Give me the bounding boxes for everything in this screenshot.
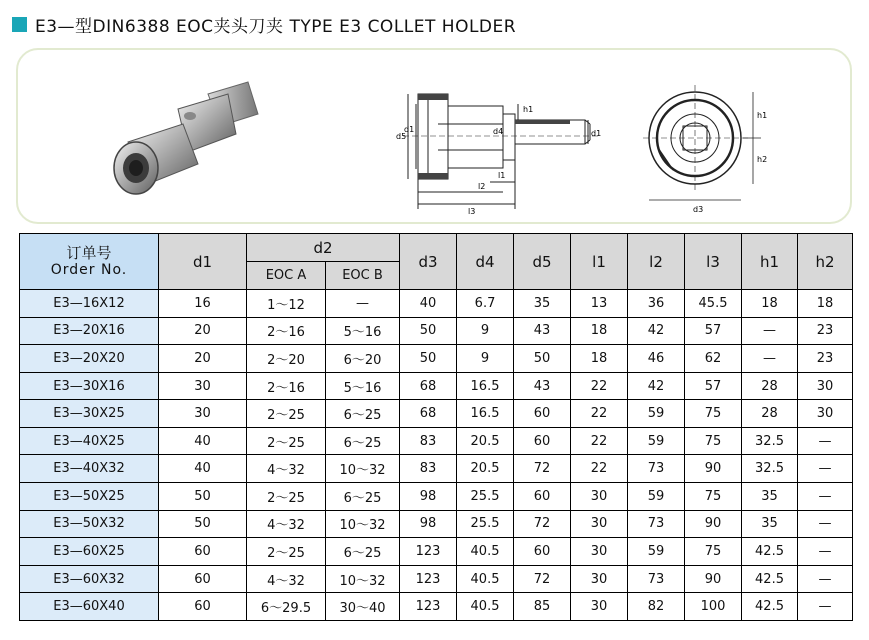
table-cell: 100 <box>685 593 742 621</box>
table-cell: — <box>798 455 853 483</box>
order-no-cell: E3—16X12 <box>20 290 159 318</box>
table-cell: 42.5 <box>742 538 798 566</box>
table-cell: 73 <box>628 455 685 483</box>
header-d5: d5 <box>514 234 571 290</box>
table-cell: — <box>798 510 853 538</box>
table-cell: — <box>798 483 853 511</box>
spec-table-body <box>20 290 853 621</box>
table-cell: — <box>742 317 798 345</box>
order-no-cell: E3—20X20 <box>20 345 159 373</box>
table-cell: 35 <box>742 510 798 538</box>
table-cell: 30 <box>571 510 628 538</box>
table-cell: 90 <box>685 455 742 483</box>
table-cell: 30 <box>571 483 628 511</box>
table-cell: — <box>742 345 798 373</box>
order-no-cell: E3—40X25 <box>20 427 159 455</box>
table-cell: 57 <box>685 317 742 345</box>
header-order-no: 订单号 Order No. <box>20 234 159 290</box>
table-cell: 50 <box>400 317 457 345</box>
table-cell: 83 <box>400 455 457 483</box>
order-no-cell: E3—20X16 <box>20 317 159 345</box>
header-l3: l3 <box>685 234 742 290</box>
figure-panel <box>16 48 852 224</box>
table-cell: 85 <box>514 593 571 621</box>
table-row <box>20 317 853 345</box>
table-cell: 60 <box>159 593 247 621</box>
table-cell: 35 <box>742 483 798 511</box>
label-d3: d3 <box>693 205 704 214</box>
header-h2: h2 <box>798 234 853 290</box>
side-section-drawing <box>378 64 618 219</box>
table-cell: 22 <box>571 455 628 483</box>
order-no-cell: E3—30X16 <box>20 372 159 400</box>
table-cell: 23 <box>798 317 853 345</box>
label-d1: d1 <box>404 125 415 134</box>
label-l2: l2 <box>478 182 486 191</box>
table-cell: 2～25 <box>247 483 326 511</box>
table-cell: 22 <box>571 427 628 455</box>
table-cell: 25.5 <box>457 510 514 538</box>
label-h2-front: h2 <box>757 155 768 164</box>
table-cell: 6～20 <box>326 345 400 373</box>
order-no-cell: E3—50X25 <box>20 483 159 511</box>
order-no-cell: E3—30X25 <box>20 400 159 428</box>
table-row <box>20 538 853 566</box>
order-no-cell: E3—50X32 <box>20 510 159 538</box>
table-cell: 9 <box>457 317 514 345</box>
table-cell: 2～20 <box>247 345 326 373</box>
table-cell: — <box>798 593 853 621</box>
label-l1: l1 <box>498 171 506 180</box>
table-cell: 40.5 <box>457 565 514 593</box>
order-no-cell: E3—60X25 <box>20 538 159 566</box>
table-cell: 6～29.5 <box>247 593 326 621</box>
table-cell: 20.5 <box>457 427 514 455</box>
title-row <box>12 10 516 38</box>
table-row <box>20 372 853 400</box>
table-cell: 40 <box>159 455 247 483</box>
table-cell: 6～25 <box>326 400 400 428</box>
table-cell: 2～25 <box>247 538 326 566</box>
label-l3: l3 <box>468 207 476 216</box>
table-cell: 1～12 <box>247 290 326 318</box>
table-row <box>20 400 853 428</box>
table-cell: 30 <box>571 565 628 593</box>
order-no-cell: E3—60X32 <box>20 565 159 593</box>
order-no-cell: E3—40X32 <box>20 455 159 483</box>
header-d2: d2 <box>247 234 400 262</box>
table-cell: 30 <box>798 372 853 400</box>
table-cell: 40.5 <box>457 593 514 621</box>
table-cell: 2～16 <box>247 317 326 345</box>
table-cell: 30 <box>159 400 247 428</box>
table-cell: 16.5 <box>457 372 514 400</box>
table-cell: 72 <box>514 510 571 538</box>
table-cell: 60 <box>159 565 247 593</box>
table-cell: — <box>326 290 400 318</box>
table-cell: 123 <box>400 593 457 621</box>
table-cell: 68 <box>400 400 457 428</box>
table-cell: 72 <box>514 565 571 593</box>
table-cell: 90 <box>685 565 742 593</box>
table-cell: 16 <box>159 290 247 318</box>
spec-table <box>19 233 853 621</box>
table-cell: 62 <box>685 345 742 373</box>
table-cell: 20.5 <box>457 455 514 483</box>
table-cell: — <box>798 538 853 566</box>
table-cell: 40 <box>400 290 457 318</box>
table-cell: 75 <box>685 427 742 455</box>
table-cell: 43 <box>514 372 571 400</box>
table-cell: 18 <box>571 317 628 345</box>
label-d1-right: d1 <box>591 129 602 138</box>
table-cell: 28 <box>742 400 798 428</box>
table-cell: 50 <box>400 345 457 373</box>
label-d5: d5 <box>396 132 407 141</box>
table-row <box>20 565 853 593</box>
table-cell: 75 <box>685 538 742 566</box>
label-d4: d4 <box>493 127 504 136</box>
table-cell: 20 <box>159 345 247 373</box>
table-cell: 18 <box>571 345 628 373</box>
table-cell: 32.5 <box>742 455 798 483</box>
table-cell: 57 <box>685 372 742 400</box>
table-cell: 83 <box>400 427 457 455</box>
table-row <box>20 427 853 455</box>
header-h1: h1 <box>742 234 798 290</box>
table-cell: 98 <box>400 510 457 538</box>
table-cell: 13 <box>571 290 628 318</box>
header-eoc-a: EOC A <box>247 262 326 290</box>
page-title: E3—型DIN6388 EOC夹头刀夹 TYPE E3 COLLET HOLDER <box>35 16 517 37</box>
table-cell: 30 <box>571 593 628 621</box>
table-cell: 90 <box>685 510 742 538</box>
table-cell: 4～32 <box>247 510 326 538</box>
table-cell: 4～32 <box>247 455 326 483</box>
table-cell: 5～16 <box>326 317 400 345</box>
order-no-cell: E3—60X40 <box>20 593 159 621</box>
table-cell: 10～32 <box>326 455 400 483</box>
table-row <box>20 483 853 511</box>
table-cell: 36 <box>628 290 685 318</box>
front-view-drawing <box>633 70 783 220</box>
table-cell: 46 <box>628 345 685 373</box>
table-cell: 72 <box>514 455 571 483</box>
table-cell: — <box>798 565 853 593</box>
table-cell: 123 <box>400 565 457 593</box>
table-cell: 18 <box>742 290 798 318</box>
table-cell: 59 <box>628 483 685 511</box>
table-cell: 6～25 <box>326 483 400 511</box>
table-cell: 98 <box>400 483 457 511</box>
label-h1: h1 <box>523 105 534 114</box>
table-cell: 42.5 <box>742 565 798 593</box>
header-d4: d4 <box>457 234 514 290</box>
table-cell: 30 <box>798 400 853 428</box>
table-cell: 4～32 <box>247 565 326 593</box>
table-cell: 2～16 <box>247 372 326 400</box>
table-cell: 59 <box>628 427 685 455</box>
table-cell: 6～25 <box>326 427 400 455</box>
table-cell: — <box>798 427 853 455</box>
table-cell: 16.5 <box>457 400 514 428</box>
table-cell: 43 <box>514 317 571 345</box>
table-cell: 42 <box>628 317 685 345</box>
table-cell: 75 <box>685 400 742 428</box>
table-cell: 18 <box>798 290 853 318</box>
table-row <box>20 290 853 318</box>
table-cell: 22 <box>571 372 628 400</box>
table-cell: 42.5 <box>742 593 798 621</box>
table-cell: 60 <box>514 400 571 428</box>
table-cell: 10～32 <box>326 565 400 593</box>
table-row <box>20 510 853 538</box>
label-h1-front: h1 <box>757 111 768 120</box>
table-cell: 42 <box>628 372 685 400</box>
table-cell: 59 <box>628 538 685 566</box>
table-cell: 50 <box>159 483 247 511</box>
header-l2: l2 <box>628 234 685 290</box>
table-cell: 60 <box>159 538 247 566</box>
table-cell: 50 <box>514 345 571 373</box>
table-row <box>20 455 853 483</box>
header-eoc-b: EOC B <box>326 262 400 290</box>
table-cell: 30 <box>571 538 628 566</box>
table-row <box>20 593 853 621</box>
title-square-icon <box>12 17 27 32</box>
header-l1: l1 <box>571 234 628 290</box>
table-cell: 30 <box>159 372 247 400</box>
table-cell: 6.7 <box>457 290 514 318</box>
table-cell: 73 <box>628 510 685 538</box>
table-row <box>20 345 853 373</box>
header-d1: d1 <box>159 234 247 290</box>
table-cell: 40.5 <box>457 538 514 566</box>
table-cell: 32.5 <box>742 427 798 455</box>
table-cell: 45.5 <box>685 290 742 318</box>
table-cell: 75 <box>685 483 742 511</box>
table-cell: 2～25 <box>247 400 326 428</box>
header-d3: d3 <box>400 234 457 290</box>
table-cell: 10～32 <box>326 510 400 538</box>
table-cell: 60 <box>514 538 571 566</box>
table-cell: 2～25 <box>247 427 326 455</box>
table-cell: 6～25 <box>326 538 400 566</box>
table-cell: 123 <box>400 538 457 566</box>
table-cell: 68 <box>400 372 457 400</box>
table-cell: 22 <box>571 400 628 428</box>
table-cell: 73 <box>628 565 685 593</box>
table-cell: 5～16 <box>326 372 400 400</box>
table-cell: 28 <box>742 372 798 400</box>
table-cell: 35 <box>514 290 571 318</box>
table-cell: 20 <box>159 317 247 345</box>
table-cell: 25.5 <box>457 483 514 511</box>
table-cell: 59 <box>628 400 685 428</box>
table-cell: 82 <box>628 593 685 621</box>
table-cell: 30～40 <box>326 593 400 621</box>
table-cell: 23 <box>798 345 853 373</box>
table-cell: 50 <box>159 510 247 538</box>
collet-holder-photo <box>98 64 298 214</box>
table-cell: 40 <box>159 427 247 455</box>
table-cell: 60 <box>514 427 571 455</box>
table-cell: 60 <box>514 483 571 511</box>
table-cell: 9 <box>457 345 514 373</box>
